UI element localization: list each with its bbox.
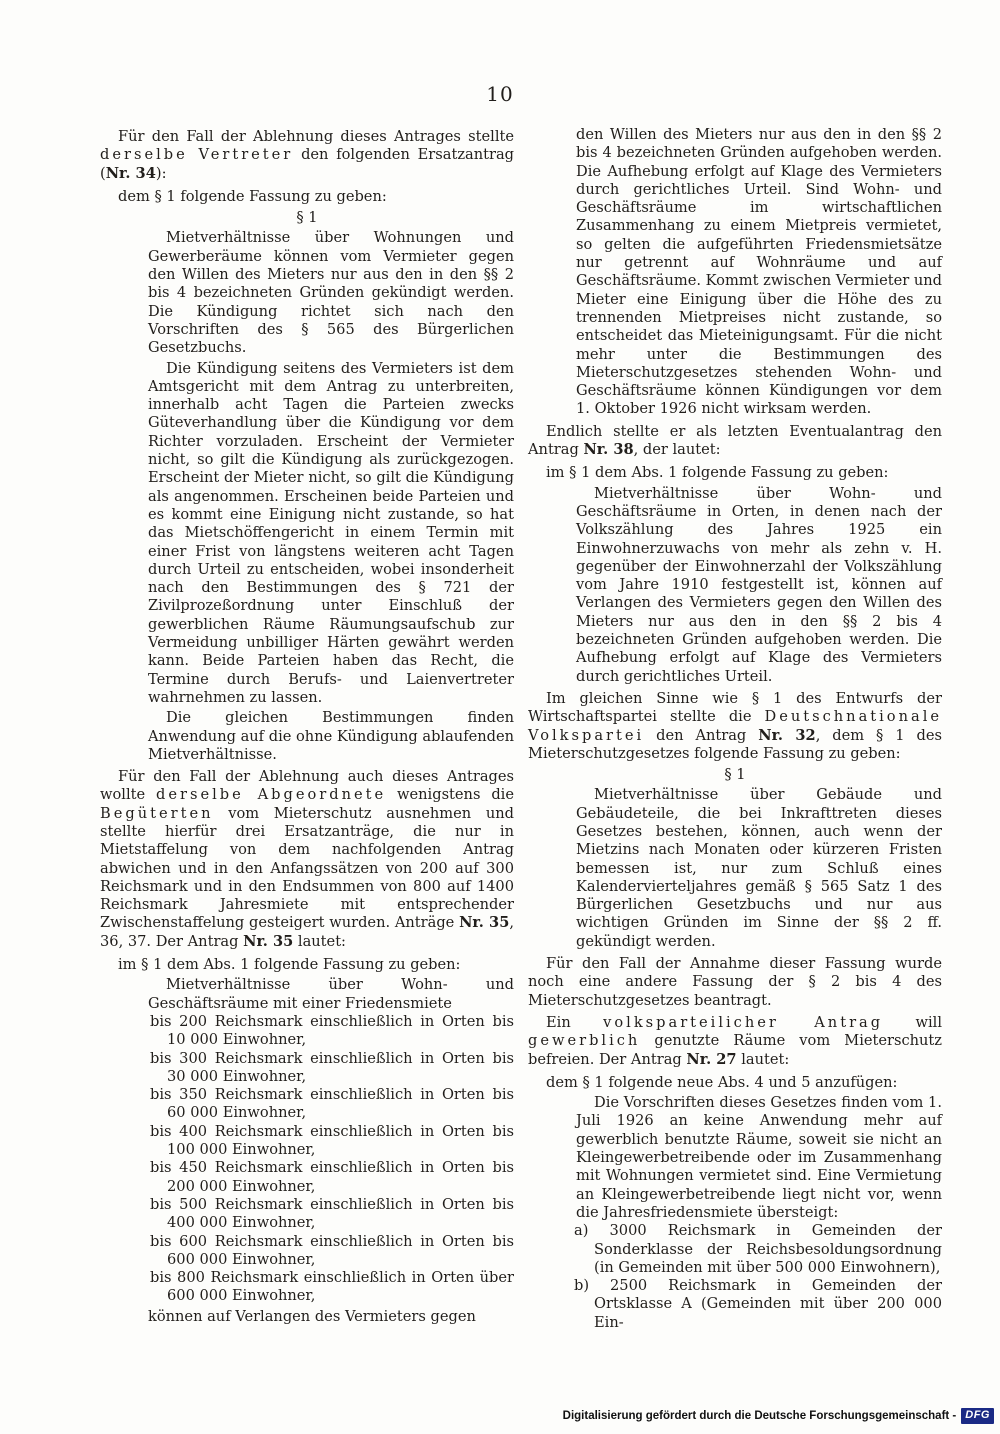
list-item: bis 200 Reichsmark einschließlich in Orten bis 10 000 Einwohner,	[150, 1012, 514, 1049]
paragraph: Für den Fall der Annahme dieser Fassung wurde noch eine andere Fassung der § 2 bis 4 des Mieterschutzgesetzes beantragt.	[528, 955, 942, 1009]
section-heading: § 1	[296, 209, 318, 227]
intro-line: dem § 1 folgende neue Abs. 4 und 5 anzufügen:	[546, 1073, 898, 1091]
column-left	[100, 124, 514, 1332]
quoted-text: Die Kündigung seitens des Vermieters ist dem Amtsgericht mit dem Antrag zu unterbreiten, innerhalb acht Tagen die Parteien zwecks Güteverhandlung über die Kündigung vor dem Richter vorzuladen. Erscheint der Vermieter nicht, so gilt die Kündigung als zurückgezogen. Erscheint der Mieter nicht, so gilt die Kündigung als angenommen. Erscheinen beide Parteien und es kommt eine Einigung nicht zustande, so hat das Mietschöffengericht in einem Termin mit einer Frist von längstens weiteren acht Tagen durch Urteil zu entscheiden, wobei insonderheit nach den Bestimmungen des § 721 der Zivilprozeßordnung unter Einschluß der gewerblichen Räume Räumungsaufschub zur Vermeidung unbilliger Härten gewährt werden kann. Beide Parteien haben das Recht, die Termine durch Berufs- und Laienvertreter wahrnehmen zu lassen.	[148, 359, 514, 706]
section-heading: § 1	[724, 766, 746, 784]
paragraph: Für den Fall der Ablehnung dieses Antrages stellte derselbe Vertreter den folgenden Ersatzantrag (Nr. 34):	[100, 128, 514, 182]
intro-line: im § 1 dem Abs. 1 folgende Fassung zu geben:	[546, 464, 889, 482]
quoted-text: Mietverhältnisse über Wohn- und Geschäftsräume in Orten, in denen nach der Volkszählung des Jahres 1925 ein Einwohnerzuwachs von mehr als zehn v. H. gegenüber der Einwohnerzahl der Volkszählung vom Jahre 1910 festgestellt ist, können auf Verlangen des Vermieters gegen den Willen des Mieters nur aus den in den §§ 2 bis 4 bezeichneten Gründen aufgehoben werden. Die Aufhebung erfolgt auf Klage des Vermieters durch gerichtliches Urteil.	[576, 484, 942, 685]
list-item: bis 350 Reichsmark einschließlich in Orten bis 60 000 Einwohner,	[150, 1086, 514, 1122]
page-number: 10	[486, 82, 514, 106]
paragraph: Für den Fall der Ablehnung auch dieses Antrages wollte derselbe Abgeordnete wenigstens die Begüterten vom Mieterschutz ausnehmen und stellte hierfür drei Ersatzanträge, die nur in Mietstaffelung von dem nachfolgenden Antrag abwichen und in den Anfangssätzen von 200 auf 300 Reichsmark und in den Endsummen von 800 auf 1400 Reichsmark Jahresmiete mit entsprechender Zwischenstaffelung gesteigert wurden. Anträge Nr. 35, 36, 37. Der Antrag Nr. 35 lautet:	[100, 768, 514, 950]
list-item: a) 3000 Reichsmark in Gemeinden der Sonderklasse der Reichsbesoldungsordnung (in Gemeinden mit über 500 000 Einwohnern),	[574, 1222, 942, 1276]
intro-line: im § 1 dem Abs. 1 folgende Fassung zu geben:	[118, 956, 461, 974]
digitization-footer	[563, 1408, 994, 1424]
quoted-text: Die Vorschriften dieses Gesetzes finden vom 1. Juli 1926 an keine Anwendung mehr auf gewerblich benutzte Räume, soweit sie nicht an Kleingewerbetreibende oder im Zusammenhang mit Wohnungen vermietet sind. Eine Vermietung an Kleingewerbetreibende liegt nicht vor, wenn die Jahresfriedensmiete übersteigt:	[576, 1094, 942, 1221]
column-right	[528, 124, 942, 1332]
paragraph: Ein volksparteilicher Antrag will gewerblich genutzte Räume vom Mieterschutz befreien. Der Antrag Nr. 27 lautet:	[528, 1013, 942, 1068]
quoted-text: Die gleichen Bestimmungen finden Anwendung auf die ohne Kündigung ablaufenden Mietverhältnisse.	[148, 709, 515, 763]
quoted-text: Mietverhältnisse über Gebäude und Gebäudeteile, die bei Inkrafttreten dieses Gesetzes bestehen, können, auch wenn der Mietzins nach Monaten oder kürzeren Fristen bemessen ist, nur zum Schluß eines Kalendervierteljahres gemäß § 565 Satz 1 des Bürgerlichen Gesetzbuchs und nur aus wichtigen Gründen im Sinne der §§ 2 ff. gekündigt werden.	[576, 786, 942, 950]
list-item: bis 400 Reichsmark einschließlich in Orten bis 100 000 Einwohner,	[150, 1122, 514, 1159]
list-item: bis 800 Reichsmark einschließlich in Orten über 600 000 Einwohner,	[150, 1269, 514, 1305]
quoted-text: können auf Verlangen des Vermieters gegen	[148, 1307, 476, 1325]
list-item: bis 300 Reichsmark einschließlich in Orten bis 30 000 Einwohner,	[150, 1049, 514, 1085]
list-item: bis 500 Reichsmark einschließlich in Orten bis 400 000 Einwohner,	[150, 1195, 514, 1232]
list-item: bis 450 Reichsmark einschließlich in Orten bis 200 000 Einwohner,	[150, 1159, 514, 1195]
intro-line: dem § 1 folgende Fassung zu geben:	[118, 187, 387, 205]
quoted-text: den Willen des Mieters nur aus den in den §§ 2 bis 4 bezeichneten Gründen aufgehoben werden. Die Aufhebung erfolgt auf Klage des Vermieters durch gerichtliches Urteil. Sind Wohn- und Geschäftsräume im wirtschaftlichen Zusammenhang zu einem Mietpreis vermietet, so gelten die aufgeführten Friedensmietsätze nur getrennt auf Wohnräume und auf Geschäftsräume. Kommt zwischen Vermieter und Mieter eine Einigung über die Höhe des zu trennenden Mietpreises nicht zustande, so entscheidet das Mieteinigungsamt. Für die nicht mehr unter die Bestimmungen des Mieterschutzgesetzes stehenden Wohn- und Geschäftsräume können Kündigungen vor dem 1. Oktober 1926 nicht wirksam werden.	[576, 126, 942, 418]
digitization-credit: Digitalisierung gefördert durch die Deutsche Forschungsgemeinschaft -	[562, 1410, 957, 1422]
list-item: b) 2500 Reichsmark in Gemeinden der Ortsklasse A (Gemeinden mit über 200 000 Ein-	[574, 1277, 942, 1331]
paragraph: Im gleichen Sinne wie § 1 des Entwurfs der Wirtschaftspartei stellte die Deutschnationale Volkspartei den Antrag Nr. 32, dem § 1 des Mieterschutzgesetzes folgende Fassung zu geben:	[528, 689, 942, 762]
dfg-logo: DFG	[961, 1408, 994, 1424]
text-columns	[100, 124, 942, 1332]
quoted-text: Mietverhältnisse über Wohn- und Geschäftsräume mit einer Friedensmiete	[148, 976, 514, 1012]
list-item: bis 600 Reichsmark einschließlich in Orten bis 600 000 Einwohner,	[150, 1232, 514, 1268]
paragraph: Endlich stellte er als letzten Eventualantrag den Antrag Nr. 38, der lautet:	[528, 422, 942, 459]
quoted-text: Mietverhältnisse über Wohnungen und Gewerberäume können vom Vermieter gegen den Willen des Mieters nur aus den in den §§ 2 bis 4 bezeichneten Gründen gekündigt werden. Die Kündigung richtet sich nach den Vorschriften des § 565 des Bürgerlichen Gesetzbuchs.	[148, 229, 514, 357]
